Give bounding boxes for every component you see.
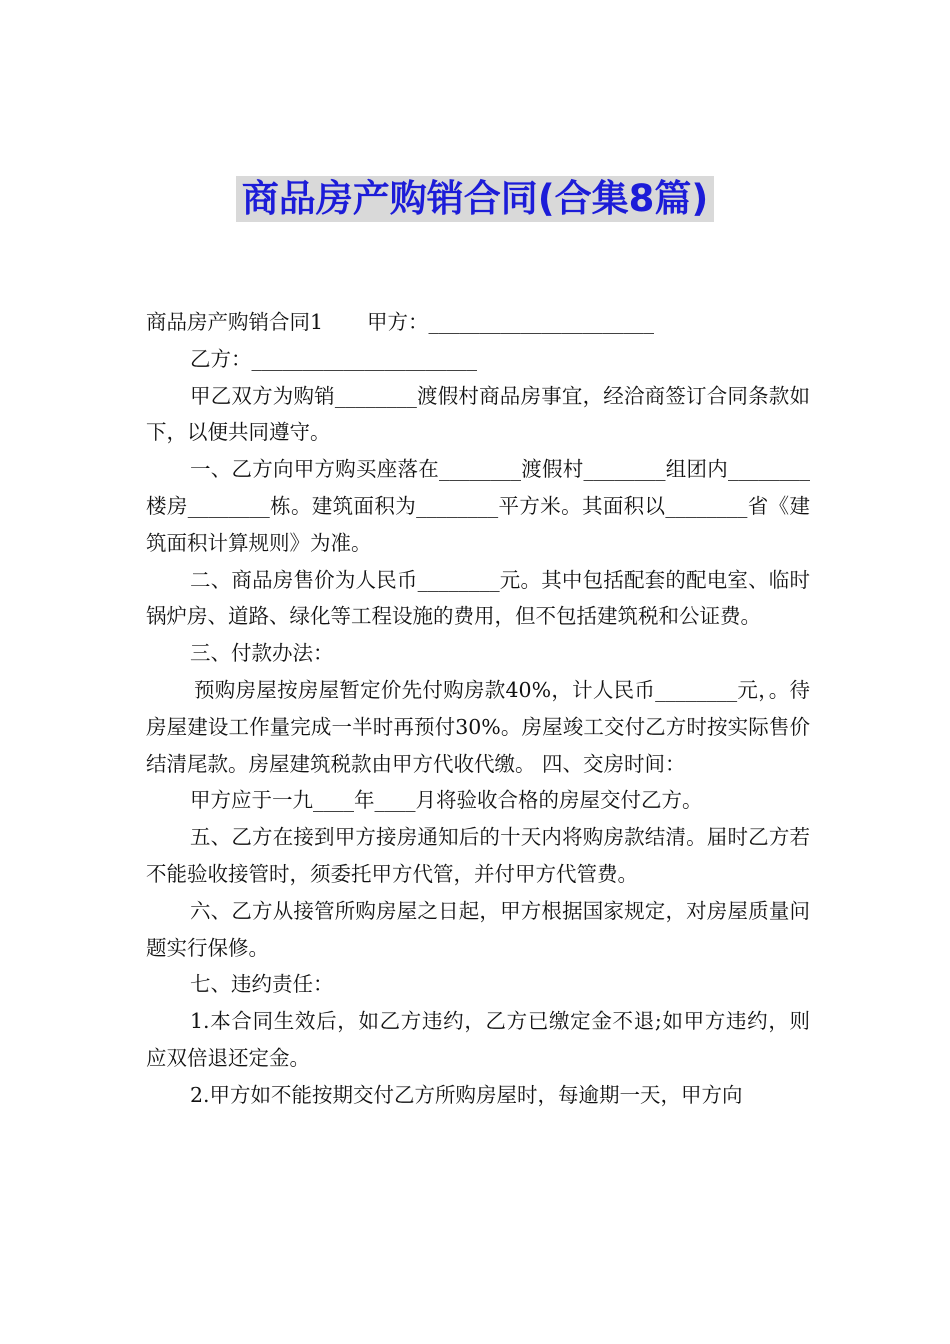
document-body — [146, 304, 810, 1114]
clause-6: 六、乙方从接管所购房屋之日起，甲方根据国家规定，对房屋质量问题实行保修。 — [146, 898, 810, 960]
party-b-line: 乙方：______________________ — [190, 346, 477, 371]
clause-3-heading: 三、付款办法： — [190, 641, 334, 666]
clause-5: 五、乙方在接到甲方接房通知后的十天内将购房款结清。届时乙方若不能验收接管时，须委托甲方代管，并付甲方代管费。 — [146, 825, 810, 886]
clause-1: 一、乙方向甲方购买座落在________渡假村________组团内________楼房________栋。建筑面积为________平方米。其面积以________省《建筑面积计算规则》为准。 — [146, 457, 810, 555]
clause-7-item-1: 1.本合同生效后，如乙方违约，乙方已缴定金不退;如甲方违约，则应双倍退还定金。 — [146, 1009, 810, 1070]
clause-2: 二、商品房售价为人民币________元。其中包括配套的配电室、临时锅炉房、道路、绿化等工程设施的费用，但不包括建筑税和公证费。 — [146, 567, 810, 629]
paragraph-heading — [146, 304, 810, 341]
clause-4-body: 甲方应于一九____年____月将验收合格的房屋交付乙方。 — [190, 788, 703, 813]
party-a-line: 甲方：______________________ — [367, 310, 655, 334]
contract-heading: 商品房产购销合同1 — [146, 310, 324, 334]
paragraph-intro: 甲乙双方为购销________渡假村商品房事宜，经洽商签订合同条款如下，以便共同遵守。 — [146, 383, 810, 445]
clause-7-heading: 七、违约责任： — [190, 972, 334, 997]
title-container — [0, 176, 950, 222]
document-title: 商品房产购销合同(合集8篇) — [236, 176, 715, 222]
clause-7-item-2: 2.甲方如不能按期交付乙方所购房屋时，每逾期一天，甲方向 — [190, 1082, 743, 1107]
clause-3-body: 预购房屋按房屋暂定价先付购房款40%，计人民币________元，。待房屋建设工作量完成一半时再预付30%。房屋竣工交付乙方时按实际售价结清尾款。房屋建筑税款由甲方代收代缴。 四、交房时间： — [146, 677, 810, 776]
